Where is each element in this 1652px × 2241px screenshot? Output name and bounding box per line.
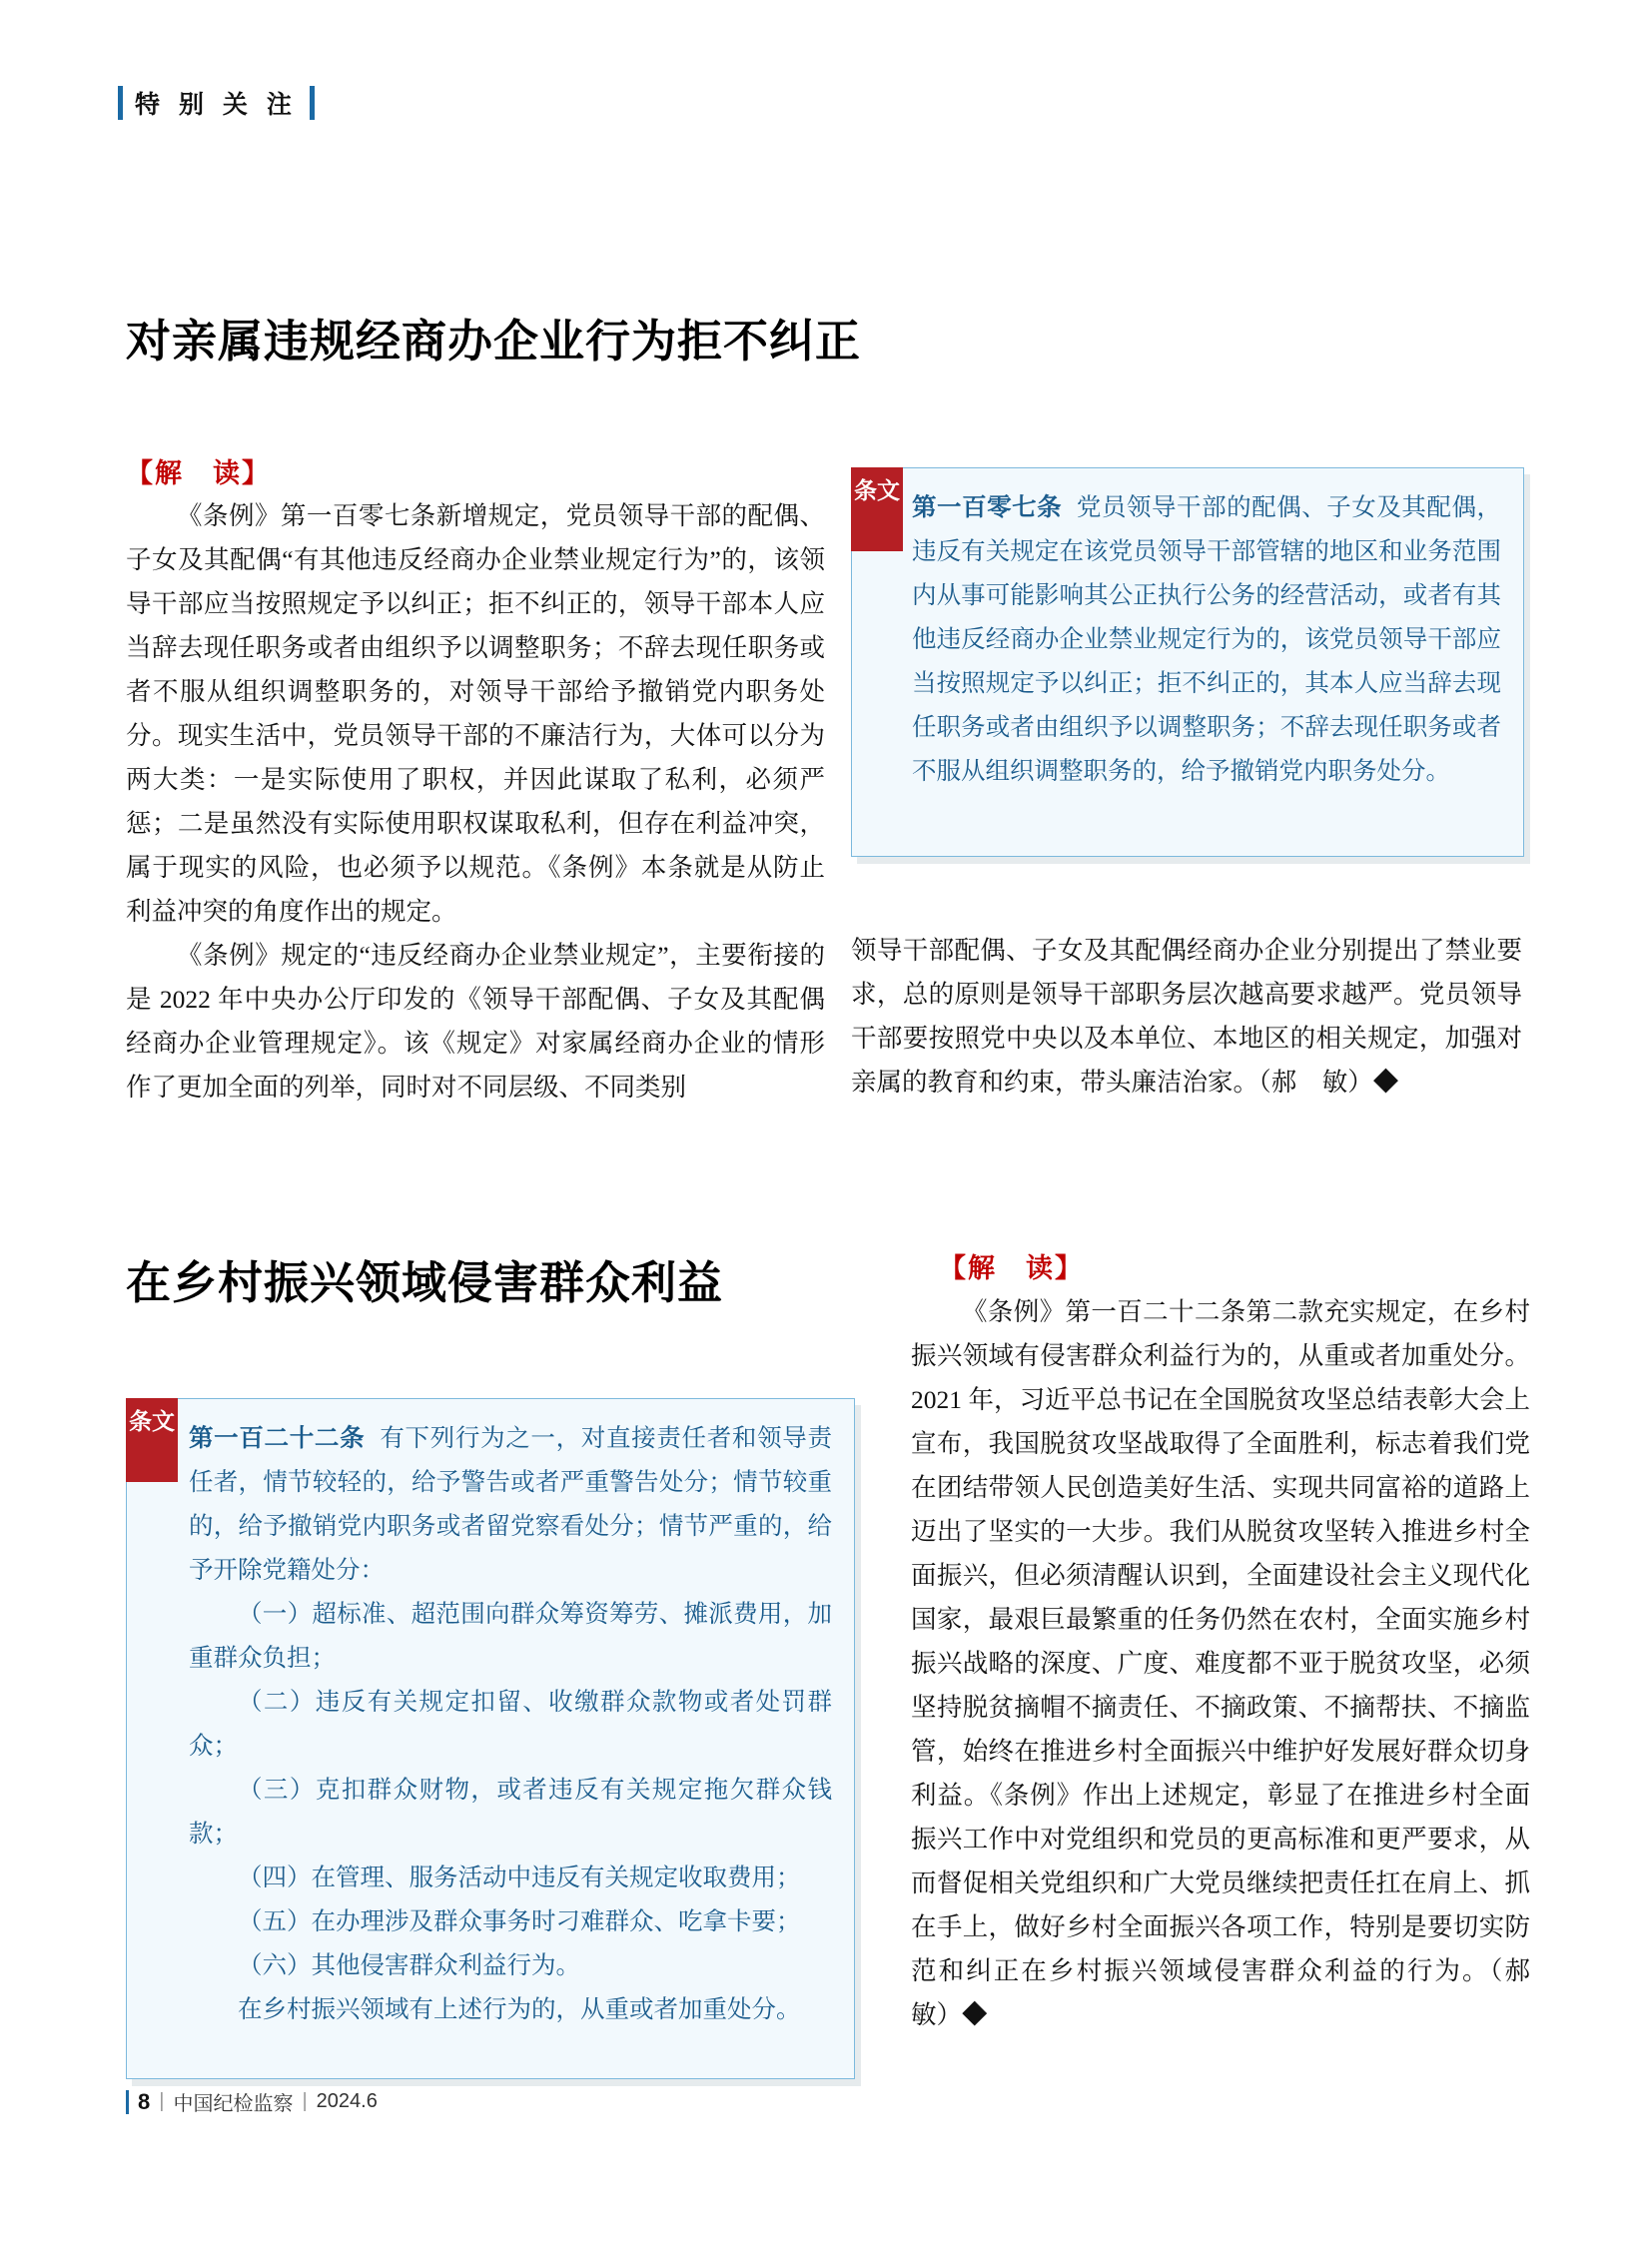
article-2-quote-number: 第一百二十二条 xyxy=(189,1425,366,1452)
footer-rule xyxy=(126,2090,129,2114)
quote-tail: 在乡村振兴领域有上述行为的，从重或者加重处分。 xyxy=(238,1996,801,2023)
article-1-interpretation-label: 【解 读】 xyxy=(126,458,271,488)
article-2-quote-box xyxy=(126,1398,855,2079)
footer-issue: 2024.6 xyxy=(316,2090,378,2112)
article-1-interpretation-left xyxy=(126,494,825,1110)
article-1-quote-text: 党员领导干部的配偶、子女及其配偶，违反有关规定在该党员领导干部管辖的地区和业务范围内从事可能影响其公正执行公务的经营活动，或者有其他违反经商办企业禁业规定行为的，该党员领导干部应当按照规定予以纠正；拒不纠正的，其本人应当辞去现任职务或者由组织予以调整职务；不辞去现任职务或者不服从组织调整职务的，给予撤销党内职务处分。 xyxy=(912,494,1501,785)
running-head xyxy=(118,85,315,121)
quote-item: （四）在管理、服务活动中违反有关规定收取费用； xyxy=(238,1865,801,1891)
paragraph: 《条例》规定的“违反经商办企业禁业规定”，主要衔接的是 2022 年中央办公厅印发的《领导干部配偶、子女及其配偶经商办企业管理规定》。该《规定》对家属经商办企业的情形作了更加全面的列举，同时对不同层级、不同类别 xyxy=(126,941,825,1102)
quote-item: （三）克扣群众财物，或者违反有关规定拖欠群众钱款； xyxy=(189,1777,832,1848)
quote-paragraph xyxy=(912,486,1501,794)
footer-page-number: 8 xyxy=(138,2088,151,2114)
article-2-quote-tag: 条文 xyxy=(126,1398,178,1482)
article-2-interpretation-label: 【解 读】 xyxy=(939,1253,1084,1283)
footer-separator-2: | xyxy=(302,2090,308,2112)
quote-paragraph xyxy=(189,1417,832,1593)
running-head-rule-right xyxy=(310,86,315,120)
article-2-quote-body xyxy=(127,1399,854,2046)
article-2-interpretation-right xyxy=(911,1290,1556,2037)
article-1-interpretation-right xyxy=(851,929,1522,1105)
page-footer xyxy=(126,2087,378,2116)
footer-separator: | xyxy=(159,2090,165,2112)
quote-item: （六）其他侵害群众利益行为。 xyxy=(238,1952,580,1979)
running-head-rule-left xyxy=(118,86,123,120)
article-1-quote-box xyxy=(851,467,1524,857)
article-2-quote-lead: 有下列行为之一，对直接责任者和领导责任者，情节较轻的，给予警告或者严重警告处分；情节较重的，给予撤销党内职务或者留党察看处分；情节严重的，给予开除党籍处分： xyxy=(189,1425,832,1584)
article-1-quote-number: 第一百零七条 xyxy=(912,494,1063,521)
quote-item: （二）违反有关规定扣留、收缴群众款物或者处罚群众； xyxy=(189,1689,832,1760)
paragraph: 领导干部配偶、子女及其配偶经商办企业分别提出了禁业要求，总的原则是领导干部职务层次越高要求越严。党员领导干部要按照党中央以及本单位、本地区的相关规定，加强对亲属的教育和约束，带头廉洁治家。（郝 敏）◆ xyxy=(851,936,1522,1097)
article-1-quote-tag: 条文 xyxy=(851,467,903,551)
footer-publication: 中国纪检监察 xyxy=(173,2093,294,2115)
quote-item: （一）超标准、超范围向群众筹资筹劳、摊派费用，加重群众负担； xyxy=(189,1601,832,1672)
article-1-title: 对亲属违规经商办企业行为拒不纠正 xyxy=(126,316,862,367)
paragraph: 《条例》第一百二十二条第二款充实规定，在乡村振兴领域有侵害群众利益行为的，从重或者加重处分。2021 年，习近平总书记在全国脱贫攻坚总结表彰大会上宣布，我国脱贫攻坚战取得了全面胜利，标志着我们党在团结带领人民创造美好生活、实现共同富裕的道路上迈出了坚实的一大步。我们从脱贫攻坚转入推进乡村全面振兴，但必须清醒认识到，全面建设社会主义现代化国家，最艰巨最繁重的任务仍然在农村，全面实施乡村振兴战略的深度、广度、难度都不亚于脱贫攻坚，必须坚持脱贫摘帽不摘责任、不摘政策、不摘帮扶、不摘监管，始终在推进乡村全面振兴中维护好发展好群众切身利益。《条例》作出上述规定，彰显了在推进乡村全面振兴工作中对党组织和党员的更高标准和更严要求，从而督促相关党组织和广大党员继续把责任扛在肩上、抓在手上，做好乡村全面振兴各项工作，特别是要切实防范和纠正在乡村振兴领域侵害群众利益的行为。（郝 敏）◆ xyxy=(911,1297,1556,2029)
running-head-label: 特 别 关 注 xyxy=(135,91,298,119)
article-1-quote-body xyxy=(852,468,1523,808)
quote-item: （五）在办理涉及群众事务时刁难群众、吃拿卡要； xyxy=(238,1908,801,1935)
article-2-title: 在乡村振兴领域侵害群众利益 xyxy=(126,1257,724,1308)
paragraph: 《条例》第一百零七条新增规定，党员领导干部的配偶、子女及其配偶“有其他违反经商办企业禁业规定行为”的，该领导干部应当按照规定予以纠正；拒不纠正的，领导干部本人应当辞去现任职务或者由组织予以调整职务；不辞去现任职务或者不服从组织调整职务的，对领导干部给予撤销党内职务处分。现实生活中，党员领导干部的不廉洁行为，大体可以分为两大类：一是实际使用了职权，并因此谋取了私利，必须严惩；二是虽然没有实际使用职权谋取私利，但存在利益冲突，属于现实的风险，也必须予以规范。《条例》本条就是从防止利益冲突的角度作出的规定。 xyxy=(126,501,825,926)
